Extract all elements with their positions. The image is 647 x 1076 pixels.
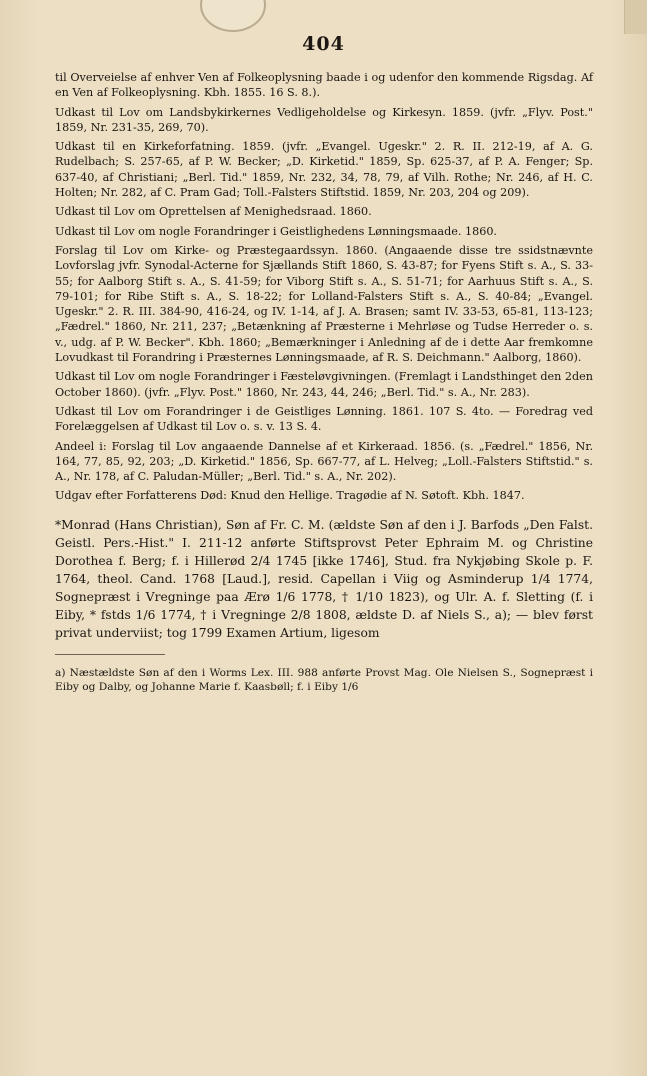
footnote-rule (55, 654, 165, 655)
paragraph: Udkast til Lov om nogle Forandringer i Geistlighedens Lønningsmaade. 1860. (55, 224, 497, 238)
paragraph: Udkast til en Kirkeforfatning. 1859. (jvfr. „Evangel. Ugeskr." 2. R. II. 212-19, af A. G. Rudelbach; S. 257-65, af P. W. Becker; „D. Kirketid." 1859, Sp. 625-37, af P. A. Fenger; Sp. 637-40, af Christiani; „Berl. Tid." 1859, Nr. 232, 34, 78, 79, af Vilh. Rothe; Nr. 246, af H. C. Holten; Nr. 282, af C. Pram Gad; Toll.-Falsters Stiftstid. 1859, Nr. 203, 204 og 209). (55, 140, 593, 200)
biography-entry: *Monrad (Hans Christian), Søn af Fr. C. M. (ældste Søn af den i J. Barfods „Den Falst. Geistl. Pers.-Hist." I. 211-12 anførte Stiftsprovst Peter Ephraim M. og Christine Dorothea f. Berg; f. i Hillerød 2/4 1745 [ikke 1746], Stud. fra Nykjøbing Skole p. F. 1764, theol. Cand. 1768 [Laud.], resid. Capellan i Viig og Asminderup 1/4 1774, Sognepræst i Vregninge paa Ærø 1/6 1778, † 1/10 1823), og Ulr. A. f. Sletting (f. i Eiby, * fstds 1/6 1774, † i Vregninge 2/8 1808, ældste D. af Niels S., a); — blev først privat underviist; tog 1799 Examen Artium, ligesom (55, 517, 593, 640)
paragraph: Udkast til Lov om nogle Forandringer i Fæsteløvgivningen. (Fremlagt i Landsthinget den 2den October 1860). (jvfr. „Flyv. Post." 1860, Nr. 243, 44, 246; „Berl. Tid." s. A., Nr. 283). (55, 370, 593, 399)
paragraph: Udkast til Lov om Oprettelsen af Menighedsraad. 1860. (55, 205, 372, 219)
paragraph: Forslag til Lov om Kirke- og Præstegaardssyn. 1860. (Angaaende disse tre ssidstnævnte Lovforslag jvfr. Synodal-Acterne for Sjællands Stift 1860, S. 43-87; for Fyens Stift s. A., S. 33-55; for Aalborg Stift s. A., S. 41-59; for Viborg Stift s. A., S. 51-71; for Aarhuus Stift s. A., S. 79-101; for Ribe Stift s. A., S. 18-22; for Lolland-Falsters Stift s. A., S. 40-84; „Evangel. Ugeskr." 2. R. III. 384-90, 416-24, og IV. 1-14, af J. A. Brasen; samt IV. 33-53, 65-81, 113-123; „Fædrel." 1860, Nr. 211, 237; „Betænkning af Præsterne i Mehrløse og Tudse Herreder o. s. v., udg. af P. W. Becker". Kbh. 1860; „Bemærkninger i Anledning af de i dette Aar fremkomne Lovudkast til Forandring i Præsternes Lønningsmaade, af R. S. Deichmann." Aalborg, 1860). (55, 243, 593, 365)
page-punch-hole (200, 0, 266, 32)
body-text (55, 70, 593, 706)
paragraph: Udkast til Lov om Landsbykirkernes Vedligeholdelse og Kirkesyn. 1859. (jvfr. „Flyv. Post." 1859, Nr. 231-35, 269, 70). (55, 105, 593, 134)
paragraph: til Overveielse af enhver Ven af Folkeoplysning baade i og udenfor den kommende Rigsdag. Af en Ven af Folkeoplysning. Kbh. 1855. 16 S. 8.). (55, 71, 593, 100)
page-corner (624, 0, 647, 34)
page-number: 404 (302, 33, 345, 55)
paragraph: Andeel i: Forslag til Lov angaaende Dannelse af et Kirkeraad. 1856. (s. „Fædrel." 1856, Nr. 164, 77, 85, 92, 203; „D. Kirketid." 1856, Sp. 667-77, af L. Helveg; „Loll.-Falsters Stiftstid." s. A., Nr. 178, af C. Paludan-Müller; „Berl. Tid." s. A., Nr. 202). (55, 439, 593, 484)
paragraph: Udkast til Lov om Forandringer i de Geistliges Lønning. 1861. 107 S. 4to. — Foredrag ved Forelæggelsen af Udkast til Lov o. s. v. 13 S. 4. (55, 404, 593, 434)
footnote: a) Næstældste Søn af den i Worms Lex. III. 988 anførte Provst Mag. Ole Nielsen S., Sognepræst i Eiby og Dalby, og Johanne Marie f. Kaasbøll; f. i Eiby 1/6 (55, 666, 593, 694)
paragraph: Udgav efter Forfatterens Død: Knud den Hellige. Tragødie af N. Søtoft. Kbh. 1847. (55, 489, 525, 503)
